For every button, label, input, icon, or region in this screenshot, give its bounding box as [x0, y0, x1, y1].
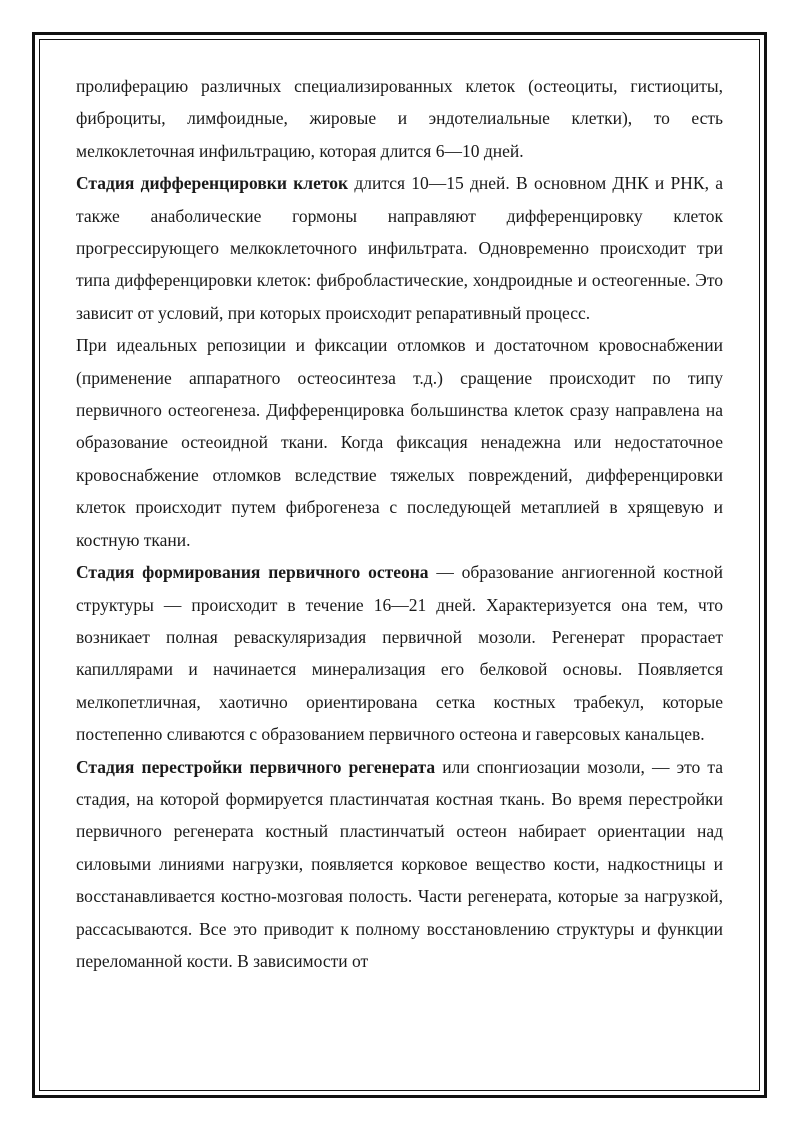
- paragraph-1: пролиферацию различных специализированных клеток (остеоциты, гистиоциты, фиброциты, лимфоидные, жировые и эндотелиальные клетки), то есть мелкоклеточная инфильтрацию, которая длится 6—10 дней.: [76, 76, 723, 161]
- paragraph-5: Стадия перестройки первичного регенерата или спонгиозации мозоли, — это та стадия, на которой формируется пластинчатая костная ткань. Во время перестройки первичного регенерата костный пластинчатый остеон набирает ориентации над силовыми линиями нагрузки, появляется корковое вещество кости, надкостницы и восстанавливается костно-мозговая полость. Части регенерата, которые за нагрузкой, рассасываются. Все это приводит к полному восстановлению структуры и функции переломанной кости. В зависимости от: [76, 756, 723, 971]
- paragraph-heading: Стадия дифференцировки клеток: [76, 173, 349, 194]
- paragraph-heading: Стадия формирования первичного остеона: [76, 562, 429, 583]
- document-body: [76, 70, 723, 977]
- paragraph-4: Стадия формирования первичного остеона — образование ангиогенной костной структуры — происходит в течение 16—21 дней. Характеризуется она тем, что возникает полная реваскуляризадия первичной мозоли. Регенерат прорастает капиллярами и начинается минерализация его белковой основы. Появляется мелкопетличная, хаотично ориентирована сетка костных трабекул, которые постепенно сливаются с образованием первичного остеона и гаверсовых канальцев.: [76, 562, 724, 745]
- paragraph-heading: Стадия перестройки первичного регенерата: [76, 756, 436, 777]
- paragraph-2: Стадия дифференцировки клеток длится 10—15 дней. В основном ДНК и РНК, а также анаболические гормоны направляют дифференцировку клеток прогрессирующего мелкоклеточного инфильтрата. Одновременно происходит три типа дифференцировки клеток: фибробластические, хондроидные и остеогенные. Это зависит от условий, при которых происходит репаративный процесс.: [76, 173, 723, 323]
- paragraph-3: При идеальных репозиции и фиксации отломков и достаточном кровоснабжении (применение аппаратного остеосинтеза т.д.) сращение происходит по типу первичного остеогенеза. Дифференцировка большинства клеток сразу направлена на образование остеоидной ткани. Когда фиксация ненадежна или недостаточное кровоснабжение отломков вследствие тяжелых повреждений, дифференцировки клеток происходит путем фиброгенеза с последующей метаплией в хрящевую и костную ткани.: [76, 335, 723, 550]
